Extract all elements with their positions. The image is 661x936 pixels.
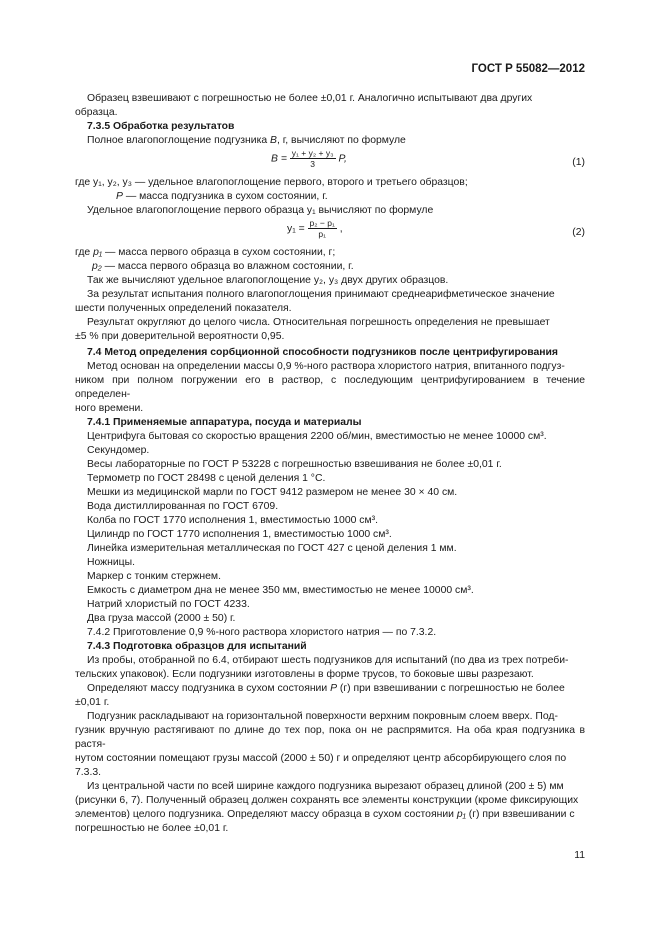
list-item: Ножницы. bbox=[87, 557, 135, 568]
section-heading-7-4-3: 7.4.3 Подготовка образцов для испытаний bbox=[87, 641, 307, 652]
list-item: Натрий хлористый по ГОСТ 4233. bbox=[87, 599, 250, 610]
text-line: Из пробы, отобранной по 6.4, отбирают шесть подгузников для испытаний (по два из трех потреби- bbox=[87, 655, 569, 666]
section-heading-7-4: 7.4 Метод определения сорбционной способности подгузников после центрифугирования bbox=[87, 347, 558, 358]
text-line: Результат округляют до целого числа. Относительная погрешность определения не превышает bbox=[87, 317, 550, 328]
list-item: Цилиндр по ГОСТ 1770 исполнения 1, вместимостью 1000 см³. bbox=[87, 529, 392, 540]
list-item: Центрифуга бытовая со скоростью вращения 2200 об/мин, вместимостью не менее 10000 см³. bbox=[87, 431, 547, 442]
formula-1: B = $\frac{\text{y₁ + y₂ + y₃}}{3}$ P, (1) bbox=[271, 148, 585, 169]
text-line: За результат испытания полного влагопоглощения принимают среднеарифметическое значение bbox=[87, 289, 555, 300]
text-line: p₂ — масса первого образца во влажном состоянии, г. bbox=[92, 261, 354, 272]
section-7-4-2: 7.4.2 Приготовление 0,9 %-ного раствора хлористого натрия — по 7.3.2. bbox=[87, 627, 437, 638]
section-heading-7-3-5: 7.3.5 Обработка результатов bbox=[87, 121, 235, 132]
list-item: Колба по ГОСТ 1770 исполнения 1, вместимостью 1000 см³. bbox=[87, 515, 378, 526]
list-item: Маркер с тонким стержнем. bbox=[87, 571, 221, 582]
text-line: Удельное влагопоглощение первого образца y₁ вычисляют по формуле bbox=[87, 205, 434, 216]
text-line: нутом состоянии помещают грузы массой (2000 ± 50) г и определяют центр абсорбирующего слоя по bbox=[75, 753, 567, 764]
list-item: Два груза массой (2000 ± 50) г. bbox=[87, 613, 236, 624]
list-item: Линейка измерительная металлическая по ГОСТ 427 с ценой деления 1 мм. bbox=[87, 543, 457, 554]
text-line: ±5 % при доверительной вероятности 0,95. bbox=[75, 331, 285, 342]
text-line: ником при полном погружении его в раствор, с последующим центрифугированием в течение определен- bbox=[75, 375, 585, 400]
text-line: гузник вручную растягивают по длине до тех пор, пока он не распрямится. На оба края подгузника в растя- bbox=[75, 725, 585, 750]
text-line: 7.3.3. bbox=[75, 767, 101, 778]
formula-1-numerator: y₁ + y₂ + y₃ bbox=[291, 148, 334, 158]
list-item: Мешки из медицинской марли по ГОСТ 9412 размером не менее 30 × 40 см. bbox=[87, 487, 458, 498]
formula-2-denominator: p₁ bbox=[318, 229, 326, 239]
section-heading-7-4-1: 7.4.1 Применяемые аппаратура, посуда и материалы bbox=[87, 417, 362, 428]
list-item: Весы лабораторные по ГОСТ Р 53228 с погрешностью взвешивания не более ±0,01 г. bbox=[87, 459, 502, 470]
document-header: ГОСТ Р 55082—2012 bbox=[471, 63, 585, 75]
text-line: тельских упаковок). Если подгузники изготовлены в форме трусов, то боковые швы разрезают. bbox=[75, 669, 534, 680]
text-line: Так же вычисляют удельное влагопоглощение y₂, y₃ двух других образцов. bbox=[87, 275, 449, 286]
text-line: элементов) целого подгузника. Определяют массу образца в сухом состоянии p₁ (г) при взвешивании с bbox=[75, 809, 575, 820]
list-item: Термометр по ГОСТ 28498 с ценой деления 1 °С. bbox=[87, 473, 326, 484]
formula-2: y₁ = $\frac{\text{p₂ − p₁}}{\text{p₁}}$ , (2) bbox=[287, 218, 585, 239]
text-line: P — масса подгузника в сухом состоянии, г. bbox=[116, 191, 328, 202]
text-line: где y₁, y₂, y₃ — удельное влагопоглощение первого, второго и третьего образцов; bbox=[75, 177, 468, 188]
text-line: Определяют массу подгузника в сухом состоянии P (г) при взвешивании с погрешностью не более bbox=[87, 683, 565, 694]
text-line: образца. bbox=[75, 107, 118, 118]
document-body bbox=[75, 92, 585, 836]
formula-1-number: (1) bbox=[572, 157, 585, 168]
list-item: Емкость с диаметром дна не менее 350 мм, вместимостью не менее 10000 см³. bbox=[87, 585, 474, 596]
text-line: где p₁ — масса первого образца в сухом состоянии, г; bbox=[75, 247, 336, 258]
text-line: погрешностью не более ±0,01 г. bbox=[75, 823, 229, 834]
list-item: Секундомер. bbox=[87, 445, 150, 456]
text-line: Подгузник раскладывают на горизонтальной поверхности верхним покровным слоем вверх. Под- bbox=[87, 711, 558, 722]
page-number: 11 bbox=[574, 850, 585, 861]
formula-2-number: (2) bbox=[572, 227, 585, 238]
text-line: ±0,01 г. bbox=[75, 697, 110, 708]
text-line: (рисунки 6, 7). Полученный образец должен сохранять все элементы конструкции (кроме фиксирующих bbox=[75, 795, 579, 806]
text-line: шести полученных определений показателя. bbox=[75, 303, 292, 314]
text-line: Образец взвешивают с погрешностью не более ±0,01 г. Аналогично испытывают два других bbox=[87, 93, 533, 104]
text-line: Метод основан на определении массы 0,9 %-ного раствора хлористого натрия, впитанного подгуз- bbox=[87, 361, 565, 372]
text-line: Из центральной части по всей ширине каждого подгузника вырезают образец длиной (200 ± 5) мм bbox=[87, 781, 564, 792]
formula-2-numerator: p₂ − p₁ bbox=[309, 218, 335, 228]
text-line: Полное влагопоглощение подгузника B, г, вычисляют по формуле bbox=[87, 135, 406, 146]
formula-1-denominator: 3 bbox=[310, 159, 316, 169]
text-line: ного времени. bbox=[75, 403, 144, 414]
list-item: Вода дистиллированная по ГОСТ 6709. bbox=[87, 501, 279, 512]
